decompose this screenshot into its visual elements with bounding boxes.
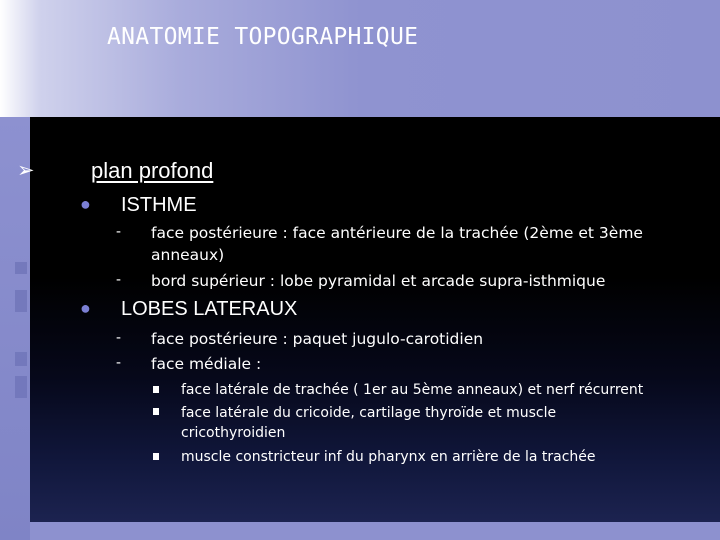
lobes-subitem-continued: cricothyroidien	[181, 425, 286, 441]
lobes-subitem: face latérale de trachée ( 1er au 5ème anneaux) et nerf récurrent	[181, 382, 644, 398]
lobes-item: face postérieure : paquet jugulo-carotidien	[151, 330, 484, 348]
lobes-heading: LOBES LATERAUX	[121, 298, 298, 320]
dash-bullet-icon: -	[116, 329, 121, 346]
square-bullet-icon	[153, 408, 159, 415]
lobes-item: face médiale :	[151, 355, 262, 373]
section-heading: plan profond	[91, 158, 214, 183]
decorative-bar	[15, 376, 27, 398]
bottom-strip	[30, 522, 720, 540]
dash-bullet-icon: -	[116, 271, 121, 288]
isthme-item: face postérieure : face antérieure de la trachée (2ème et 3ème	[151, 224, 643, 242]
slide-title: ANATOMIE TOPOGRAPHIQUE	[107, 24, 419, 50]
isthme-heading: ISTHME	[121, 194, 197, 216]
isthme-item: bord supérieur : lobe pyramidal et arcade supra-isthmique	[151, 272, 606, 290]
square-bullet-icon	[153, 453, 159, 460]
isthme-item-continued: anneaux)	[151, 246, 225, 264]
dot-bullet-icon: ●	[80, 298, 91, 318]
lobes-subitem: face latérale du cricoide, cartilage thyroïde et muscle	[181, 405, 557, 421]
decorative-bar	[15, 262, 27, 274]
dash-bullet-icon: -	[116, 223, 121, 240]
square-bullet-icon	[153, 386, 159, 393]
decorative-bar	[15, 352, 27, 366]
dash-bullet-icon: -	[116, 354, 121, 371]
dot-bullet-icon: ●	[80, 194, 91, 214]
decorative-bar	[15, 290, 27, 312]
lobes-subitem: muscle constricteur inf du pharynx en arrière de la trachée	[181, 449, 596, 465]
arrow-bullet-icon: ➢	[17, 159, 35, 182]
